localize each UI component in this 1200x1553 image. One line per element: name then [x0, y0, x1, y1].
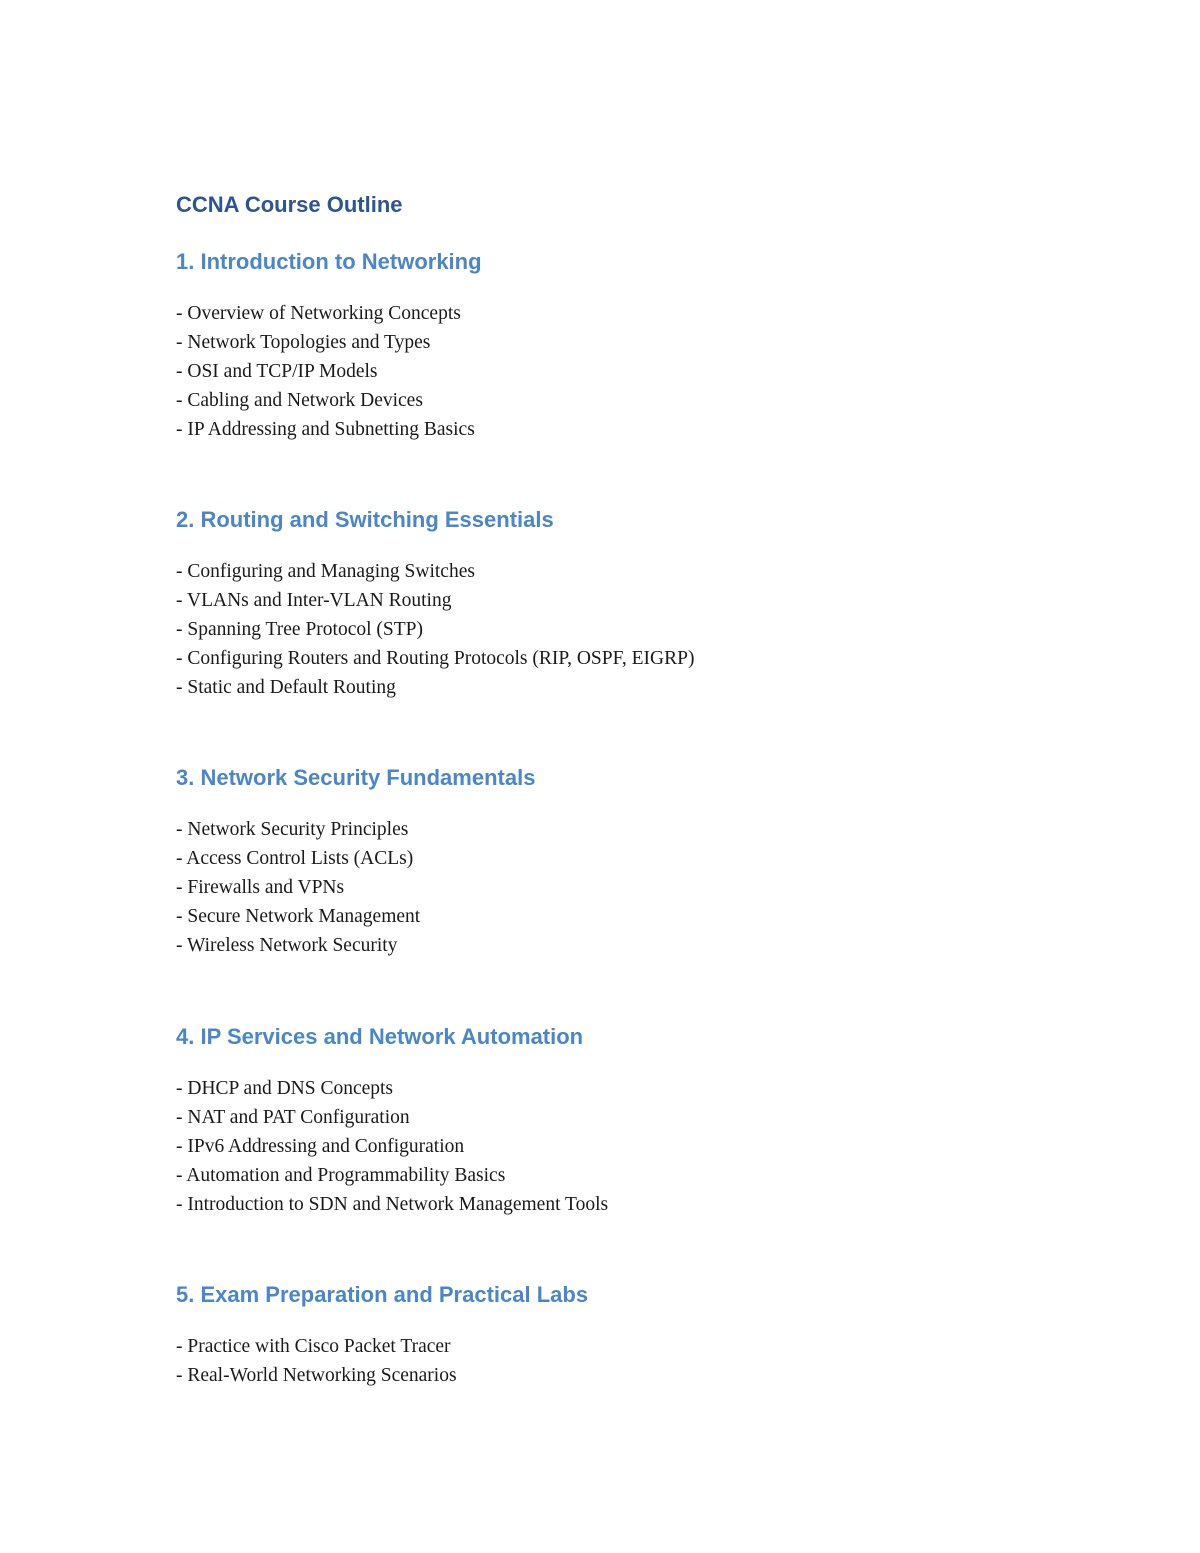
topic-item: - Access Control Lists (ACLs): [176, 848, 414, 869]
topic-item: - Real-World Networking Scenarios: [176, 1365, 457, 1386]
topic-item: - Firewalls and VPNs: [176, 877, 345, 898]
section-network-security: [176, 763, 1076, 956]
topic-list: [176, 299, 475, 444]
topic-item: - Network Security Principles: [176, 819, 409, 840]
topic-item: - Configuring and Managing Switches: [176, 561, 475, 582]
topic-item: - Configuring Routers and Routing Protocols (RIP, OSPF, EIGRP): [176, 648, 695, 669]
topic-item: - Secure Network Management: [176, 906, 421, 927]
section-exam-preparation: [176, 1280, 1076, 1386]
section-heading: 4. IP Services and Network Automation: [176, 1024, 584, 1049]
topic-item: - Introduction to SDN and Network Management Tools: [176, 1194, 609, 1215]
topic-item: - IP Addressing and Subnetting Basics: [176, 419, 475, 440]
section-heading: 1. Introduction to Networking: [176, 249, 482, 274]
section-routing-and-switching: [176, 505, 1076, 698]
topic-list: [176, 1074, 608, 1219]
section-heading: 2. Routing and Switching Essentials: [176, 507, 554, 532]
topic-item: - Network Topologies and Types: [176, 332, 431, 353]
topic-item: - NAT and PAT Configuration: [176, 1107, 410, 1128]
topic-item: - VLANs and Inter-VLAN Routing: [176, 590, 452, 611]
topic-item: - IPv6 Addressing and Configuration: [176, 1136, 465, 1157]
topic-item: - Practice with Cisco Packet Tracer: [176, 1336, 451, 1357]
topic-list: [176, 815, 420, 960]
section-ip-services-automation: [176, 1022, 1076, 1215]
topic-item: - Static and Default Routing: [176, 677, 396, 698]
topic-item: - Overview of Networking Concepts: [176, 303, 461, 324]
topic-item: - DHCP and DNS Concepts: [176, 1078, 394, 1099]
topic-item: - Automation and Programmability Basics: [176, 1165, 506, 1186]
section-heading: 5. Exam Preparation and Practical Labs: [176, 1282, 589, 1307]
topic-list: [176, 1332, 457, 1390]
topic-item: - Cabling and Network Devices: [176, 390, 423, 411]
section-introduction-to-networking: [176, 247, 1076, 440]
topic-list: [176, 557, 694, 702]
section-heading: 3. Network Security Fundamentals: [176, 765, 536, 790]
topic-item: - Spanning Tree Protocol (STP): [176, 619, 424, 640]
topic-item: - Wireless Network Security: [176, 935, 398, 956]
topic-item: - OSI and TCP/IP Models: [176, 361, 378, 382]
document-title: CCNA Course Outline: [176, 192, 403, 217]
